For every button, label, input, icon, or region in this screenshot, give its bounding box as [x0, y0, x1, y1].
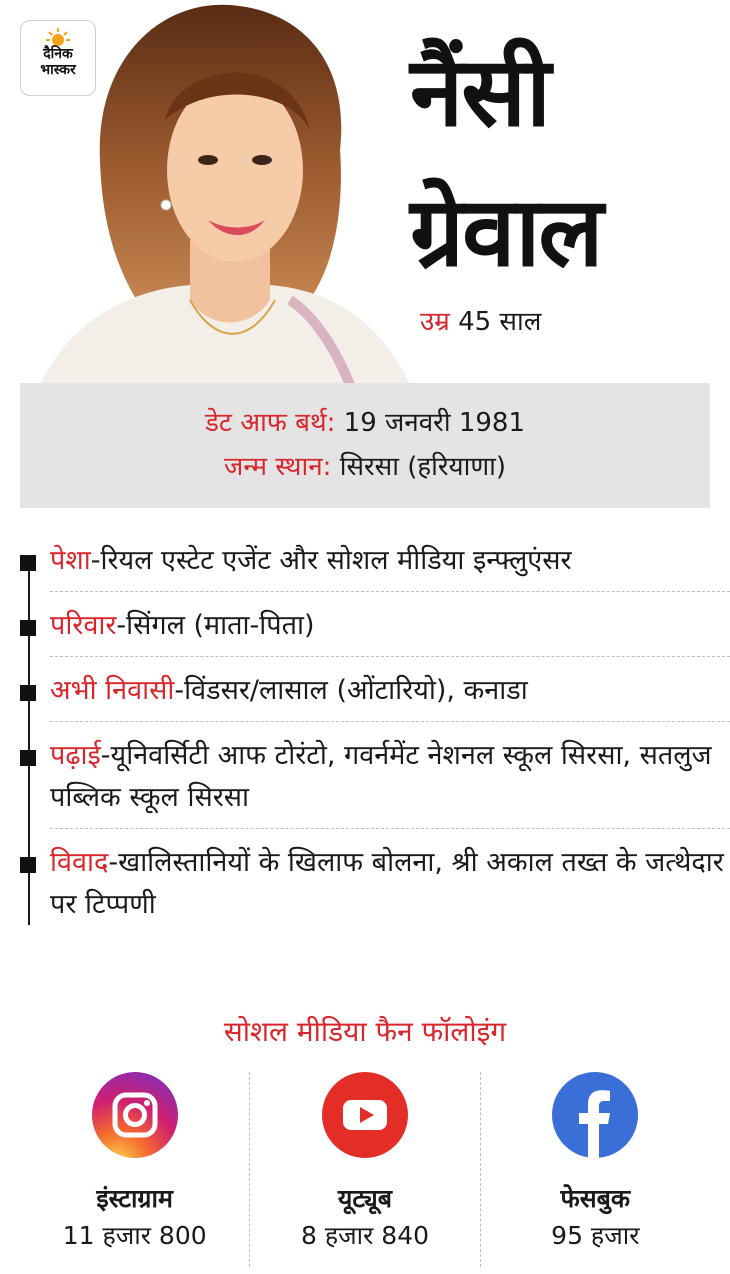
bullet-square [20, 750, 36, 766]
age-label: उम्र [420, 307, 450, 337]
birthplace-value: सिरसा (हरियाणा) [339, 452, 507, 482]
details-list [20, 540, 730, 926]
bullet-square [20, 685, 36, 701]
platform-name: यूट्यूब [337, 1184, 393, 1213]
birth-info-box [20, 383, 710, 508]
social-col-instagram [20, 1072, 249, 1267]
instagram-icon [92, 1072, 178, 1158]
item-label: विवाद [50, 847, 109, 878]
list-item-family [20, 605, 730, 647]
platform-name: फेसबुक [560, 1184, 631, 1213]
follower-count: 95 हजार [551, 1221, 640, 1250]
dob-label: डेट आफ बर्थ: [205, 408, 336, 438]
item-text: -यूनिवर्सिटी आफ टोरंटो, गवर्नमेंट नेशनल स्कूल सिरसा, सतलुज पब्लिक स्कूल सिरसा [50, 740, 712, 813]
divider [50, 656, 730, 657]
item-label: पेशा [50, 545, 91, 576]
divider [50, 828, 730, 829]
youtube-icon [322, 1072, 408, 1158]
item-label: अभी निवासी [50, 675, 175, 706]
portrait-photo [40, 0, 410, 385]
bullet-square [20, 620, 36, 636]
dob-row [20, 401, 710, 445]
follower-count: 11 हजार 800 [62, 1221, 207, 1250]
item-text: -खालिस्तानियों के खिलाफ बोलना, श्री अकाल तख्त के जत्थेदार पर टिप्पणी [50, 847, 724, 920]
platform-name: इंस्टाग्राम [96, 1184, 173, 1213]
bullet-square [20, 555, 36, 571]
item-label: पढ़ाई [50, 740, 101, 771]
logo-line-1: दैनिक [43, 46, 73, 62]
name-line-1: नैंसी [410, 36, 550, 148]
divider [50, 721, 730, 722]
item-label: परिवार [50, 610, 117, 641]
list-item-controversy [20, 842, 730, 926]
item-text: -विंडसर/लासाल (ओंटारियो), कनाडा [174, 675, 528, 706]
list-item-education [20, 735, 730, 819]
dob-value: 19 जनवरी 1981 [343, 408, 525, 438]
bullet-square [20, 857, 36, 873]
social-stats [20, 1072, 710, 1267]
age-value: 45 साल [458, 307, 542, 337]
item-text: -सिंगल (माता-पिता) [116, 610, 315, 641]
birthplace-label: जन्म स्थान: [223, 452, 332, 482]
age-row [420, 302, 541, 338]
logo-line-2: भास्कर [40, 62, 76, 78]
social-col-facebook [480, 1072, 710, 1267]
list-item-profession [20, 540, 730, 582]
name-line-2: ग्रेवाल [410, 176, 602, 288]
birthplace-row [20, 445, 710, 489]
social-col-youtube [249, 1072, 479, 1267]
item-text: -रियल एस्टेट एजेंट और सोशल मीडिया इन्फ्लुएंसर [90, 545, 572, 576]
divider [50, 591, 730, 592]
social-section-title: सोशल मीडिया फैन फॉलोइंग [223, 1015, 507, 1048]
facebook-icon [552, 1072, 638, 1158]
list-item-residence [20, 670, 730, 712]
follower-count: 8 हजार 840 [300, 1221, 430, 1250]
